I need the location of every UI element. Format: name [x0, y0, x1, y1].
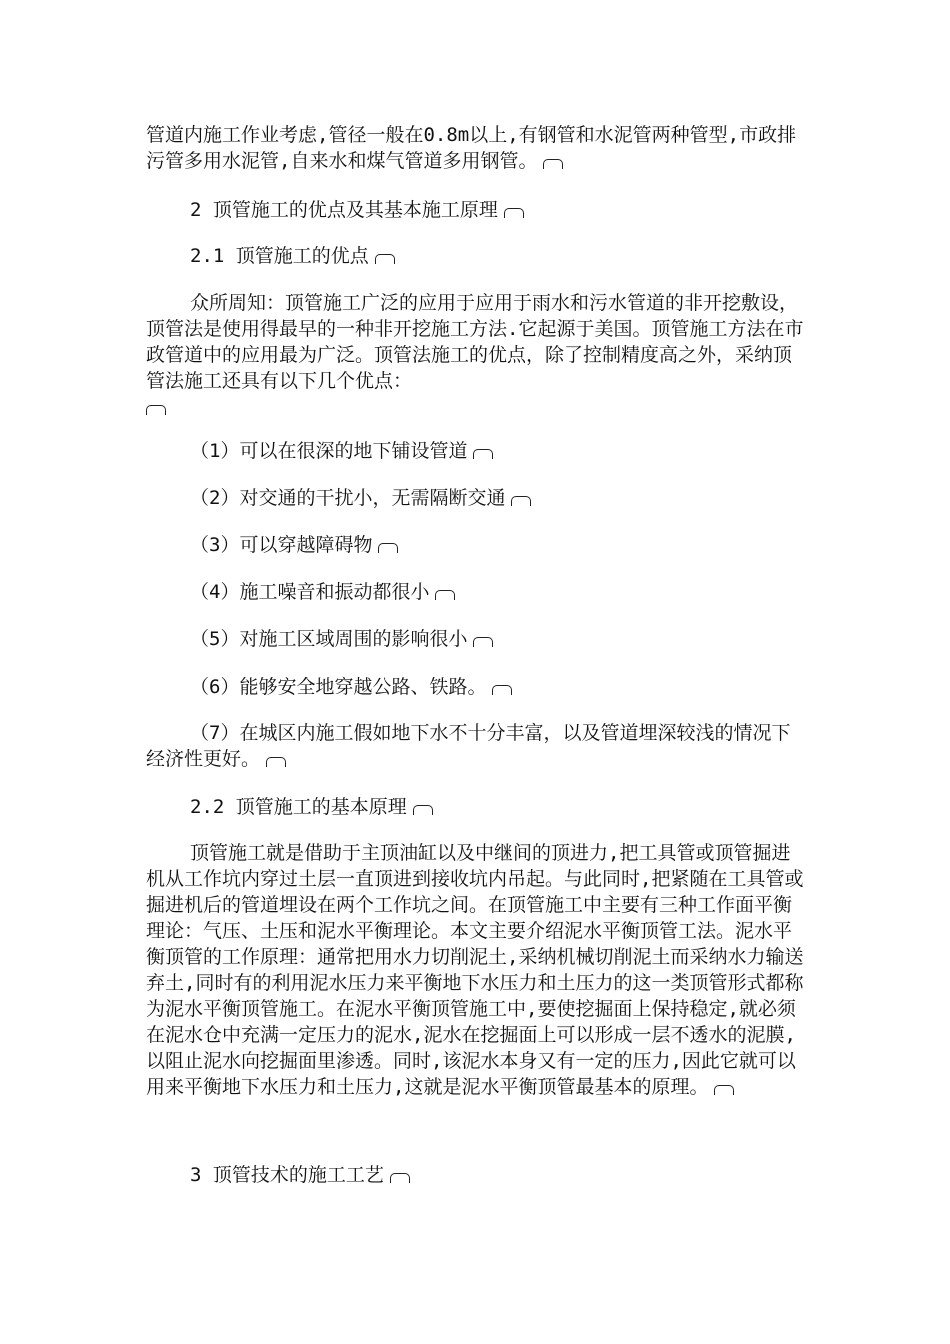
- list-item: [146, 674, 806, 700]
- paragraph: [146, 122, 806, 174]
- paragraph-mark-icon: [543, 159, 563, 169]
- paragraph-mark-icon: [378, 543, 398, 553]
- heading-text: 3 顶管技术的施工工艺: [190, 1164, 384, 1186]
- heading-text: 2 顶管施工的优点及其基本施工原理: [190, 199, 498, 221]
- subsection-heading: [146, 794, 806, 820]
- paragraph-mark-icon: [492, 685, 512, 695]
- heading-text: 2.2 顶管施工的基本原理: [190, 796, 407, 818]
- paragraph: [146, 840, 806, 1100]
- paragraph-mark-icon: [511, 496, 531, 506]
- list-item-text: （1）可以在很深的地下铺设管道: [190, 440, 468, 462]
- section-heading: [146, 197, 806, 223]
- heading-text: 2.1 顶管施工的优点: [190, 245, 369, 267]
- list-item-text: （7）在城区内施工假如地下水不十分丰富，以及管道埋深较浅的情况下经济性更好。: [146, 722, 791, 770]
- list-item-text: （5）对施工区域周围的影响很小: [190, 628, 468, 650]
- paragraph-mark-icon: [504, 208, 524, 218]
- paragraph: [146, 290, 806, 420]
- list-item-text: （4）施工噪音和振动都很小: [190, 581, 430, 603]
- paragraph-mark-icon: [473, 637, 493, 647]
- list-item-text: （2）对交通的干扰小，无需隔断交通: [190, 487, 506, 509]
- paragraph-mark-icon: [390, 1173, 410, 1183]
- paragraph-text: 众所周知：顶管施工广泛的应用于应用于雨水和污水管道的非开挖敷设，顶管法是使用得最早的一种非开挖施工方法.它起源于美国。顶管施工方法在市政管道中的应用最为广泛。顶管法施工的优点，除了控制精度高之外，采纳顶管法施工还具有以下几个优点：: [146, 292, 804, 392]
- list-item: [146, 485, 806, 511]
- section-heading: [146, 1162, 806, 1188]
- list-item: [146, 720, 806, 772]
- paragraph-mark-icon: [413, 805, 433, 815]
- paragraph-mark-icon: [375, 254, 395, 264]
- paragraph-mark-icon: [435, 590, 455, 600]
- subsection-heading: [146, 243, 806, 269]
- paragraph-mark-icon: [146, 405, 166, 415]
- list-item: [146, 438, 806, 464]
- list-item-text: （3）可以穿越障碍物: [190, 534, 373, 556]
- list-item: [146, 532, 806, 558]
- paragraph-mark-icon: [266, 757, 286, 767]
- list-item: [146, 579, 806, 605]
- paragraph-mark-icon: [714, 1085, 734, 1095]
- paragraph-text: 顶管施工就是借助于主顶油缸以及中继间的顶进力,把工具管或顶管掘进机从工作坑内穿过土层一直顶进到接收坑内吊起。与此同时,把紧随在工具管或掘进机后的管道埋设在两个工作坑之间。在顶管施工中主要有三种工作面平衡理论：气压、土压和泥水平衡理论。本文主要介绍泥水平衡顶管工法。泥水平衡顶管的工作原理：通常把用水力切削泥土,采纳机械切削泥土而采纳水力输送弃土,同时有的利用泥水压力来平衡地下水压力和土压力的这一类顶管形式都称为泥水平衡顶管施工。在泥水平衡顶管施工中,要使挖掘面上保持稳定,就必须在泥水仓中充满一定压力的泥水,泥水在挖掘面上可以形成一层不透水的泥膜,以阻止泥水向挖掘面里渗透。同时,该泥水本身又有一定的压力,因此它就可以用来平衡地下水压力和土压力,这就是泥水平衡顶管最基本的原理。: [146, 842, 804, 1098]
- list-item: [146, 626, 806, 652]
- paragraph-mark-icon: [473, 449, 493, 459]
- list-item-text: （6）能够安全地穿越公路、铁路。: [190, 676, 487, 698]
- paragraph-text: 管道内施工作业考虑,管径一般在0.8m以上,有钢管和水泥管两种管型,市政排污管多用水泥管,自来水和煤气管道多用钢管。: [146, 124, 797, 172]
